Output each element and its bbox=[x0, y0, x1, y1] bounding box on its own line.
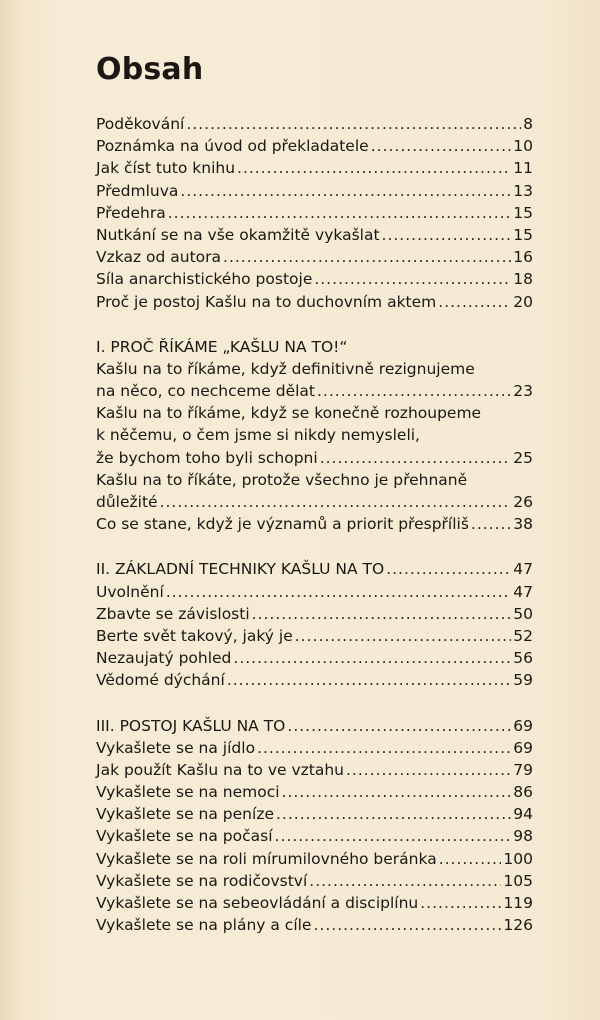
toc-entry-title: Vykašlete se na jídlo bbox=[96, 738, 256, 757]
dot-leader bbox=[346, 759, 511, 781]
toc-page-number: 38 bbox=[513, 515, 533, 534]
dot-leader bbox=[313, 914, 501, 936]
front-matter-list bbox=[96, 113, 533, 313]
toc-page-number: 8 bbox=[523, 115, 533, 133]
toc-entry-title: Předehra bbox=[96, 203, 166, 222]
toc-entry-title: důležité bbox=[96, 493, 158, 511]
table-of-contents bbox=[96, 113, 533, 936]
dot-leader bbox=[276, 803, 511, 825]
dot-leader bbox=[227, 669, 511, 691]
toc-entry bbox=[96, 513, 533, 535]
toc-entry-title: Vykašlete se na počasí bbox=[96, 827, 273, 846]
toc-entry-title: Vykašlete se na sebeovládání a disciplínu bbox=[96, 894, 419, 912]
toc-entry bbox=[96, 157, 533, 179]
spacer bbox=[96, 313, 533, 336]
dot-leader bbox=[382, 224, 512, 246]
toc-entry bbox=[96, 803, 533, 825]
toc-entry-title: Zbavte se závislosti bbox=[96, 604, 250, 623]
dot-leader bbox=[295, 625, 512, 647]
part-heading-title: II. ZÁKLADNÍ TECHNIKY KAŠLU NA TO bbox=[96, 560, 385, 579]
dot-leader bbox=[439, 848, 502, 870]
dot-leader bbox=[317, 380, 511, 402]
toc-page-number: 98 bbox=[513, 827, 533, 846]
toc-entry-title: Nezaujatý pohled bbox=[96, 649, 232, 668]
toc-entry bbox=[96, 246, 533, 268]
toc-entry-title: na něco, co nechceme dělat bbox=[96, 382, 315, 401]
dot-leader bbox=[237, 157, 511, 179]
toc-entry bbox=[96, 669, 533, 691]
toc-entry bbox=[96, 647, 533, 669]
toc-entry bbox=[96, 180, 533, 202]
toc-entry bbox=[96, 447, 533, 469]
dot-leader bbox=[180, 180, 511, 202]
spacer bbox=[96, 535, 533, 558]
toc-entry bbox=[96, 848, 533, 870]
toc-page-number: 105 bbox=[503, 871, 533, 890]
dot-leader bbox=[233, 647, 511, 669]
toc-entry bbox=[96, 825, 533, 847]
toc-page-number: 26 bbox=[513, 493, 533, 511]
toc-entry bbox=[96, 291, 533, 313]
dot-leader bbox=[186, 113, 521, 135]
toc-entry-title: Vykašlete se na plány a cíle bbox=[96, 916, 312, 935]
dot-leader bbox=[314, 268, 511, 290]
toc-entry bbox=[96, 781, 533, 803]
dot-leader bbox=[275, 825, 512, 847]
toc-entry bbox=[96, 380, 533, 402]
toc-entry-title: Předmluva bbox=[96, 181, 179, 200]
toc-entry bbox=[96, 625, 533, 647]
part-3-heading bbox=[96, 715, 533, 737]
dot-leader bbox=[223, 246, 511, 268]
toc-entry bbox=[96, 491, 533, 513]
dot-leader bbox=[420, 892, 501, 914]
toc-entry bbox=[96, 581, 533, 603]
toc-page-number: 23 bbox=[513, 382, 533, 401]
toc-entry-title: Berte svět takový, jaký je bbox=[96, 626, 293, 645]
toc-entry bbox=[96, 224, 533, 246]
toc-entry-title: Jak použít Kašlu na to ve vztahu bbox=[96, 760, 344, 779]
toc-page-number: 56 bbox=[513, 649, 533, 668]
toc-entry-line: k něčemu, o čem jsme si nikdy nemysleli, bbox=[96, 426, 420, 445]
dot-leader bbox=[287, 715, 511, 737]
dot-leader bbox=[282, 781, 512, 803]
toc-entry-title: že bychom toho byli schopni bbox=[96, 448, 318, 467]
toc-page-number: 119 bbox=[503, 894, 533, 912]
toc-page-number: 50 bbox=[513, 604, 533, 623]
toc-page-number: 59 bbox=[513, 671, 533, 690]
toc-page-number: 20 bbox=[513, 292, 533, 311]
toc-entry bbox=[96, 870, 533, 892]
toc-entry bbox=[96, 737, 533, 759]
toc-entry-title: Poděkování bbox=[96, 115, 185, 133]
toc-page-number: 126 bbox=[503, 916, 533, 935]
toc-entry-title: Vykašlete se na rodičovství bbox=[96, 871, 308, 890]
toc-entry-line: Kašlu na to říkáme, když se konečně rozhoupeme bbox=[96, 404, 482, 423]
toc-page-number: 15 bbox=[513, 225, 533, 244]
page-title: Obsah bbox=[96, 52, 204, 87]
dot-leader bbox=[320, 447, 512, 469]
part-heading-title: III. POSTOJ KAŠLU NA TO bbox=[96, 716, 286, 735]
toc-page-number: 47 bbox=[513, 560, 533, 579]
toc-entry bbox=[96, 603, 533, 625]
toc-page-number: 86 bbox=[513, 783, 533, 802]
toc-entry-title: Síla anarchistického postoje bbox=[96, 270, 313, 289]
toc-entry-title: Co se stane, když je významů a priorit přespříliš bbox=[96, 515, 469, 534]
dot-leader bbox=[386, 558, 511, 580]
dot-leader bbox=[371, 135, 512, 157]
toc-entry-line: Kašlu na to říkáte, protože všechno je přehnaně bbox=[96, 470, 468, 489]
toc-entry bbox=[96, 135, 533, 157]
spacer bbox=[96, 692, 533, 715]
toc-page-number: 79 bbox=[513, 760, 533, 779]
toc-entry bbox=[96, 759, 533, 781]
toc-page-number: 47 bbox=[513, 582, 533, 601]
toc-entry bbox=[96, 892, 533, 914]
toc-entry-title: Vědomé dýchání bbox=[96, 671, 225, 690]
toc-entry bbox=[96, 268, 533, 290]
part-3-list bbox=[96, 737, 533, 937]
toc-entry-title: Proč je postoj Kašlu na to duchovním aktem bbox=[96, 292, 437, 311]
toc-entry-line: Kašlu na to říkáme, když definitivně rezignujeme bbox=[96, 359, 475, 378]
toc-entry-title: Vzkaz od autora bbox=[96, 248, 222, 267]
dot-leader bbox=[471, 513, 511, 535]
toc-page-number: 13 bbox=[513, 181, 533, 200]
toc-page-number: 69 bbox=[513, 716, 533, 735]
toc-entry bbox=[96, 202, 533, 224]
toc-entry bbox=[96, 113, 533, 135]
toc-page-number: 11 bbox=[513, 159, 533, 178]
toc-entry-title: Vykašlete se na nemoci bbox=[96, 783, 280, 802]
toc-entry-title: Uvolnění bbox=[96, 582, 164, 601]
dot-leader bbox=[309, 870, 501, 892]
toc-page-number: 15 bbox=[513, 203, 533, 222]
toc-page-number: 25 bbox=[513, 448, 533, 467]
toc-entry-title: Vykašlete se na peníze bbox=[96, 805, 274, 824]
toc-page-number: 94 bbox=[513, 805, 533, 824]
toc-page-number: 18 bbox=[513, 270, 533, 289]
dot-leader bbox=[160, 491, 512, 513]
toc-entry-title: Jak číst tuto knihu bbox=[96, 159, 236, 178]
dot-leader bbox=[168, 202, 512, 224]
dot-leader bbox=[166, 581, 511, 603]
toc-entry bbox=[96, 914, 533, 936]
toc-page-number: 16 bbox=[513, 248, 533, 267]
dot-leader bbox=[438, 291, 511, 313]
toc-page-number: 52 bbox=[513, 626, 533, 645]
dot-leader bbox=[252, 603, 512, 625]
part-2-list bbox=[96, 581, 533, 692]
part-1-heading: I. PROČ ŘÍKÁME „KAŠLU NA TO!“ bbox=[96, 337, 348, 356]
toc-entry-title: Poznámka na úvod od překladatele bbox=[96, 137, 369, 156]
toc-page-number: 69 bbox=[513, 738, 533, 757]
part-2-heading bbox=[96, 558, 533, 580]
toc-page-number: 100 bbox=[503, 849, 533, 868]
toc-entry-title: Vykašlete se na roli mírumilovného beránka bbox=[96, 849, 437, 868]
toc-entry-title: Nutkání se na vše okamžitě vykašlat bbox=[96, 225, 380, 244]
toc-page-number: 10 bbox=[513, 137, 533, 156]
dot-leader bbox=[257, 737, 511, 759]
